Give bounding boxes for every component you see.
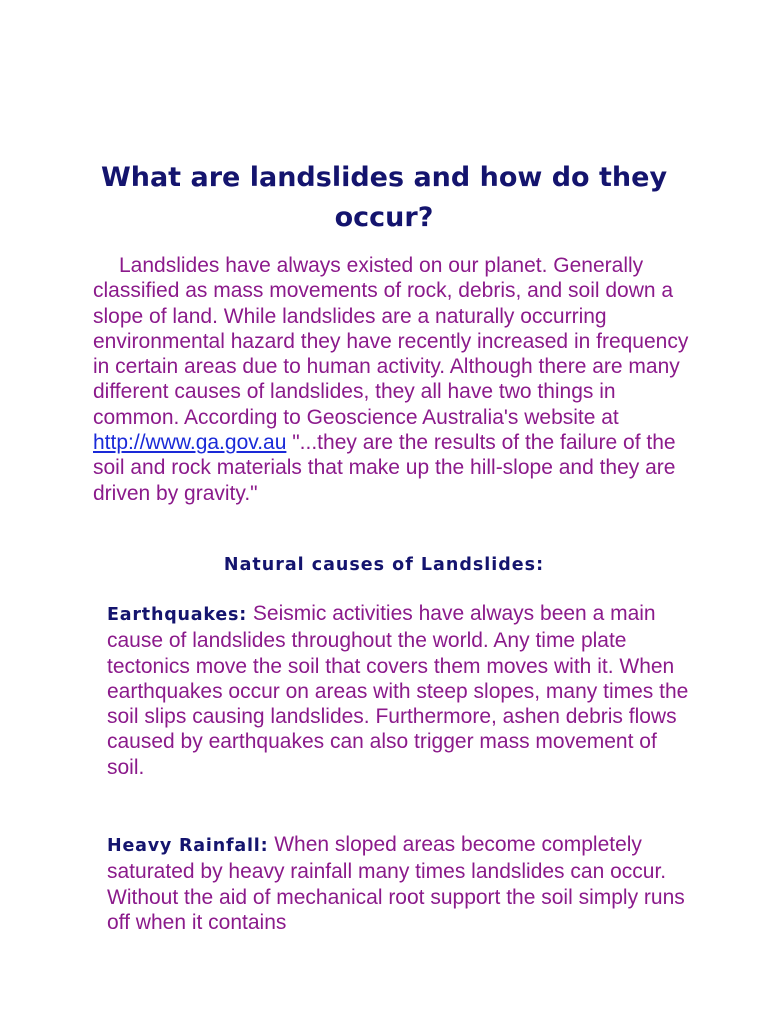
earthquakes-label: Earthquakes: bbox=[107, 605, 248, 625]
heavy-rainfall-paragraph bbox=[107, 832, 697, 935]
heavy-rainfall-text: When sloped areas become completely saturated by heavy rainfall many times landslides can occur. Without the aid of mechanical root support the soil simply runs off when it contains bbox=[107, 833, 685, 934]
intro-paragraph bbox=[93, 253, 693, 506]
geoscience-website-link[interactable]: http://www.ga.gov.au bbox=[93, 431, 287, 455]
section-heading: Natural causes of Landslides: bbox=[223, 555, 545, 575]
heavy-rainfall-label: Heavy Rainfall: bbox=[107, 836, 269, 856]
earthquakes-text: Seismic activities have always been a main cause of landslides throughout the world. Any time plate tectonics move the soil that covers them moves with it. When earthquakes occur on areas with steep slopes, many times the soil slips causing landslides. Furthermore, ashen debris flows caused by earthquakes can also trigger mass movement of soil. bbox=[107, 602, 689, 779]
intro-text: Landslides have always existed on our planet. Generally classified as mass movements of rock, debris, and soil down a slope of land. While landslides are a naturally occurring environmental hazard they have recently increased in frequency in certain areas due to human activity. Although there are many different causes of landslides, they all have two things in common. According to Geoscience Australia's website at bbox=[93, 254, 689, 429]
page-title: What are landslides and how do they occur? bbox=[100, 162, 668, 233]
intro-quote: "...they are the results of the failure of the soil and rock materials that make up the hill-slope and they are driven by gravity." bbox=[93, 431, 676, 505]
earthquakes-paragraph bbox=[107, 601, 697, 780]
